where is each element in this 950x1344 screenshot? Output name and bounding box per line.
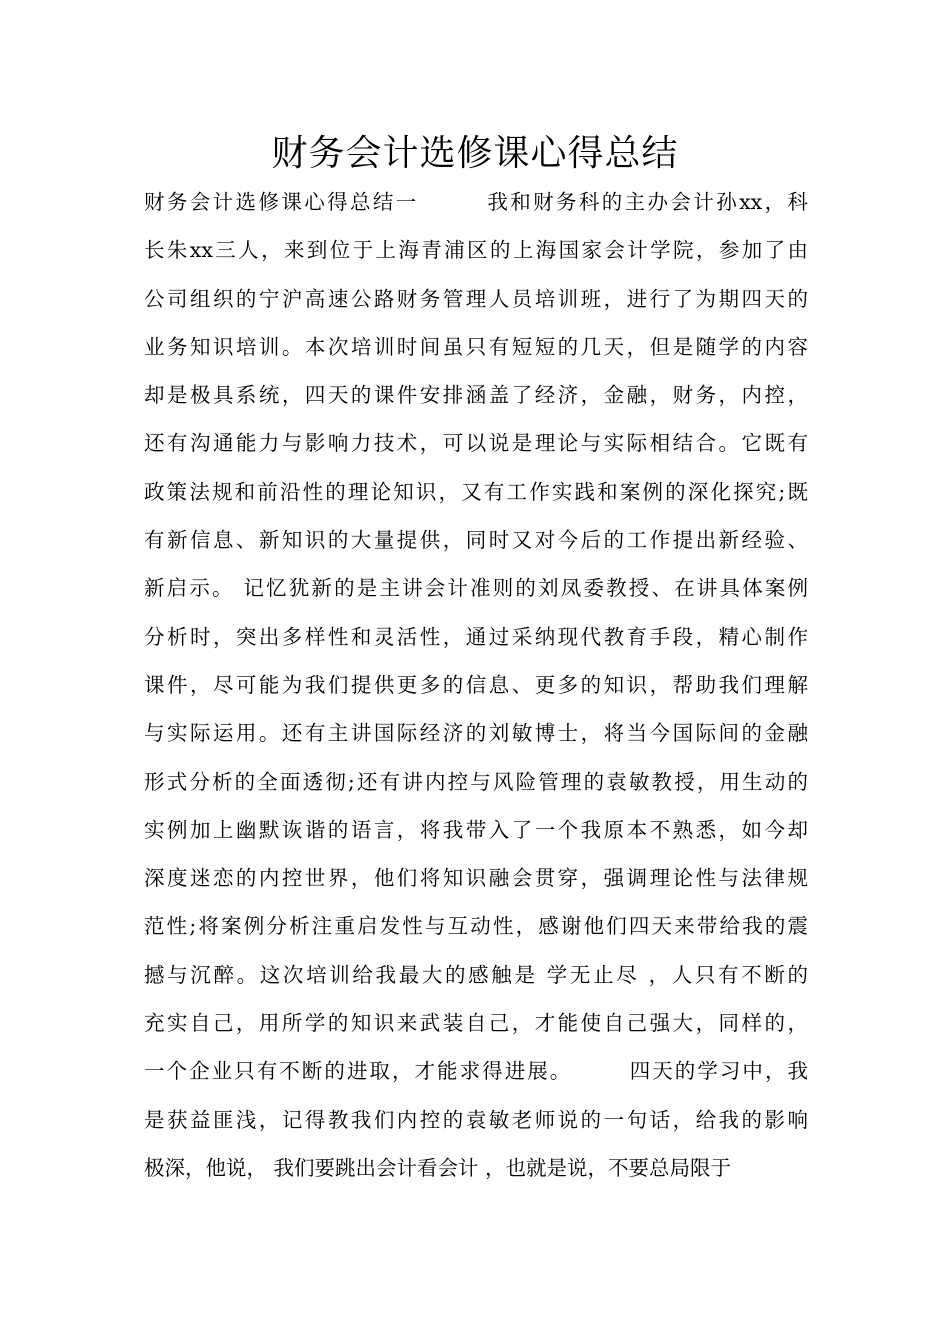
- body-line: 有新信息、新知识的大量提供，同时又对今后的工作提出新经验、: [144, 528, 808, 553]
- body-line: 范性;将案例分析注重启发性与互动性，感谢他们四天来带给我的震: [144, 914, 808, 939]
- document-title: 财务会计选修课心得总结: [271, 133, 679, 174]
- body-line: 与实际运用。还有主讲国际经济的刘敏博士，将当今国际间的金融: [144, 721, 808, 746]
- body-line: 撼与沉醉。这次培训给我最大的感触是 学无止尽 ，人只有不断的: [144, 962, 808, 987]
- body-line: 分析时，突出多样性和灵活性，通过采纳现代教育手段，精心制作: [144, 624, 808, 649]
- body-line: 一个企业只有不断的进取，才能求得进展。 四天的学习中，我: [144, 1059, 808, 1084]
- body-line: 是获益匪浅，记得教我们内控的袁敏老师说的一句话，给我的影响: [144, 1107, 808, 1132]
- body-line: 课件，尽可能为我们提供更多的信息、更多的知识，帮助我们理解: [144, 672, 808, 697]
- document-body: [144, 182, 808, 1196]
- body-line: 充实自己，用所学的知识来武装自己，才能使自己强大，同样的，: [144, 1011, 808, 1036]
- body-line: 极深，他说， 我们要跳出会计看会计 ，也就是说，不要总局限于: [144, 1155, 732, 1180]
- body-line: 业务知识培训。本次培训时间虽只有短短的几天，但是随学的内容: [144, 334, 808, 359]
- body-line: 政策法规和前沿性的理论知识，又有工作实践和案例的深化探究;既: [144, 479, 808, 504]
- body-line: 新启示。 记忆犹新的是主讲会计准则的刘凤委教授、在讲具体案例: [144, 576, 808, 601]
- body-line: 公司组织的宁沪高速公路财务管理人员培训班，进行了为期四天的: [144, 286, 808, 311]
- body-line: 深度迷恋的内控世界，他们将知识融会贯穿，强调理论性与法律规: [144, 866, 808, 891]
- body-line: 实例加上幽默诙谐的语言，将我带入了一个我原本不熟悉，如今却: [144, 817, 808, 842]
- body-line: 还有沟通能力与影响力技术，可以说是理论与实际相结合。它既有: [144, 431, 808, 456]
- body-line: 财务会计选修课心得总结一 我和财务科的主办会计孙xx，科: [144, 190, 808, 214]
- body-line: 却是极具系统，四天的课件安排涵盖了经济，金融，财务，内控，: [144, 383, 808, 408]
- body-line: 形式分析的全面透彻;还有讲内控与风险管理的袁敏教授，用生动的: [144, 769, 808, 794]
- body-line: 长朱xx三人，来到位于上海青浦区的上海国家会计学院，参加了由: [144, 238, 808, 263]
